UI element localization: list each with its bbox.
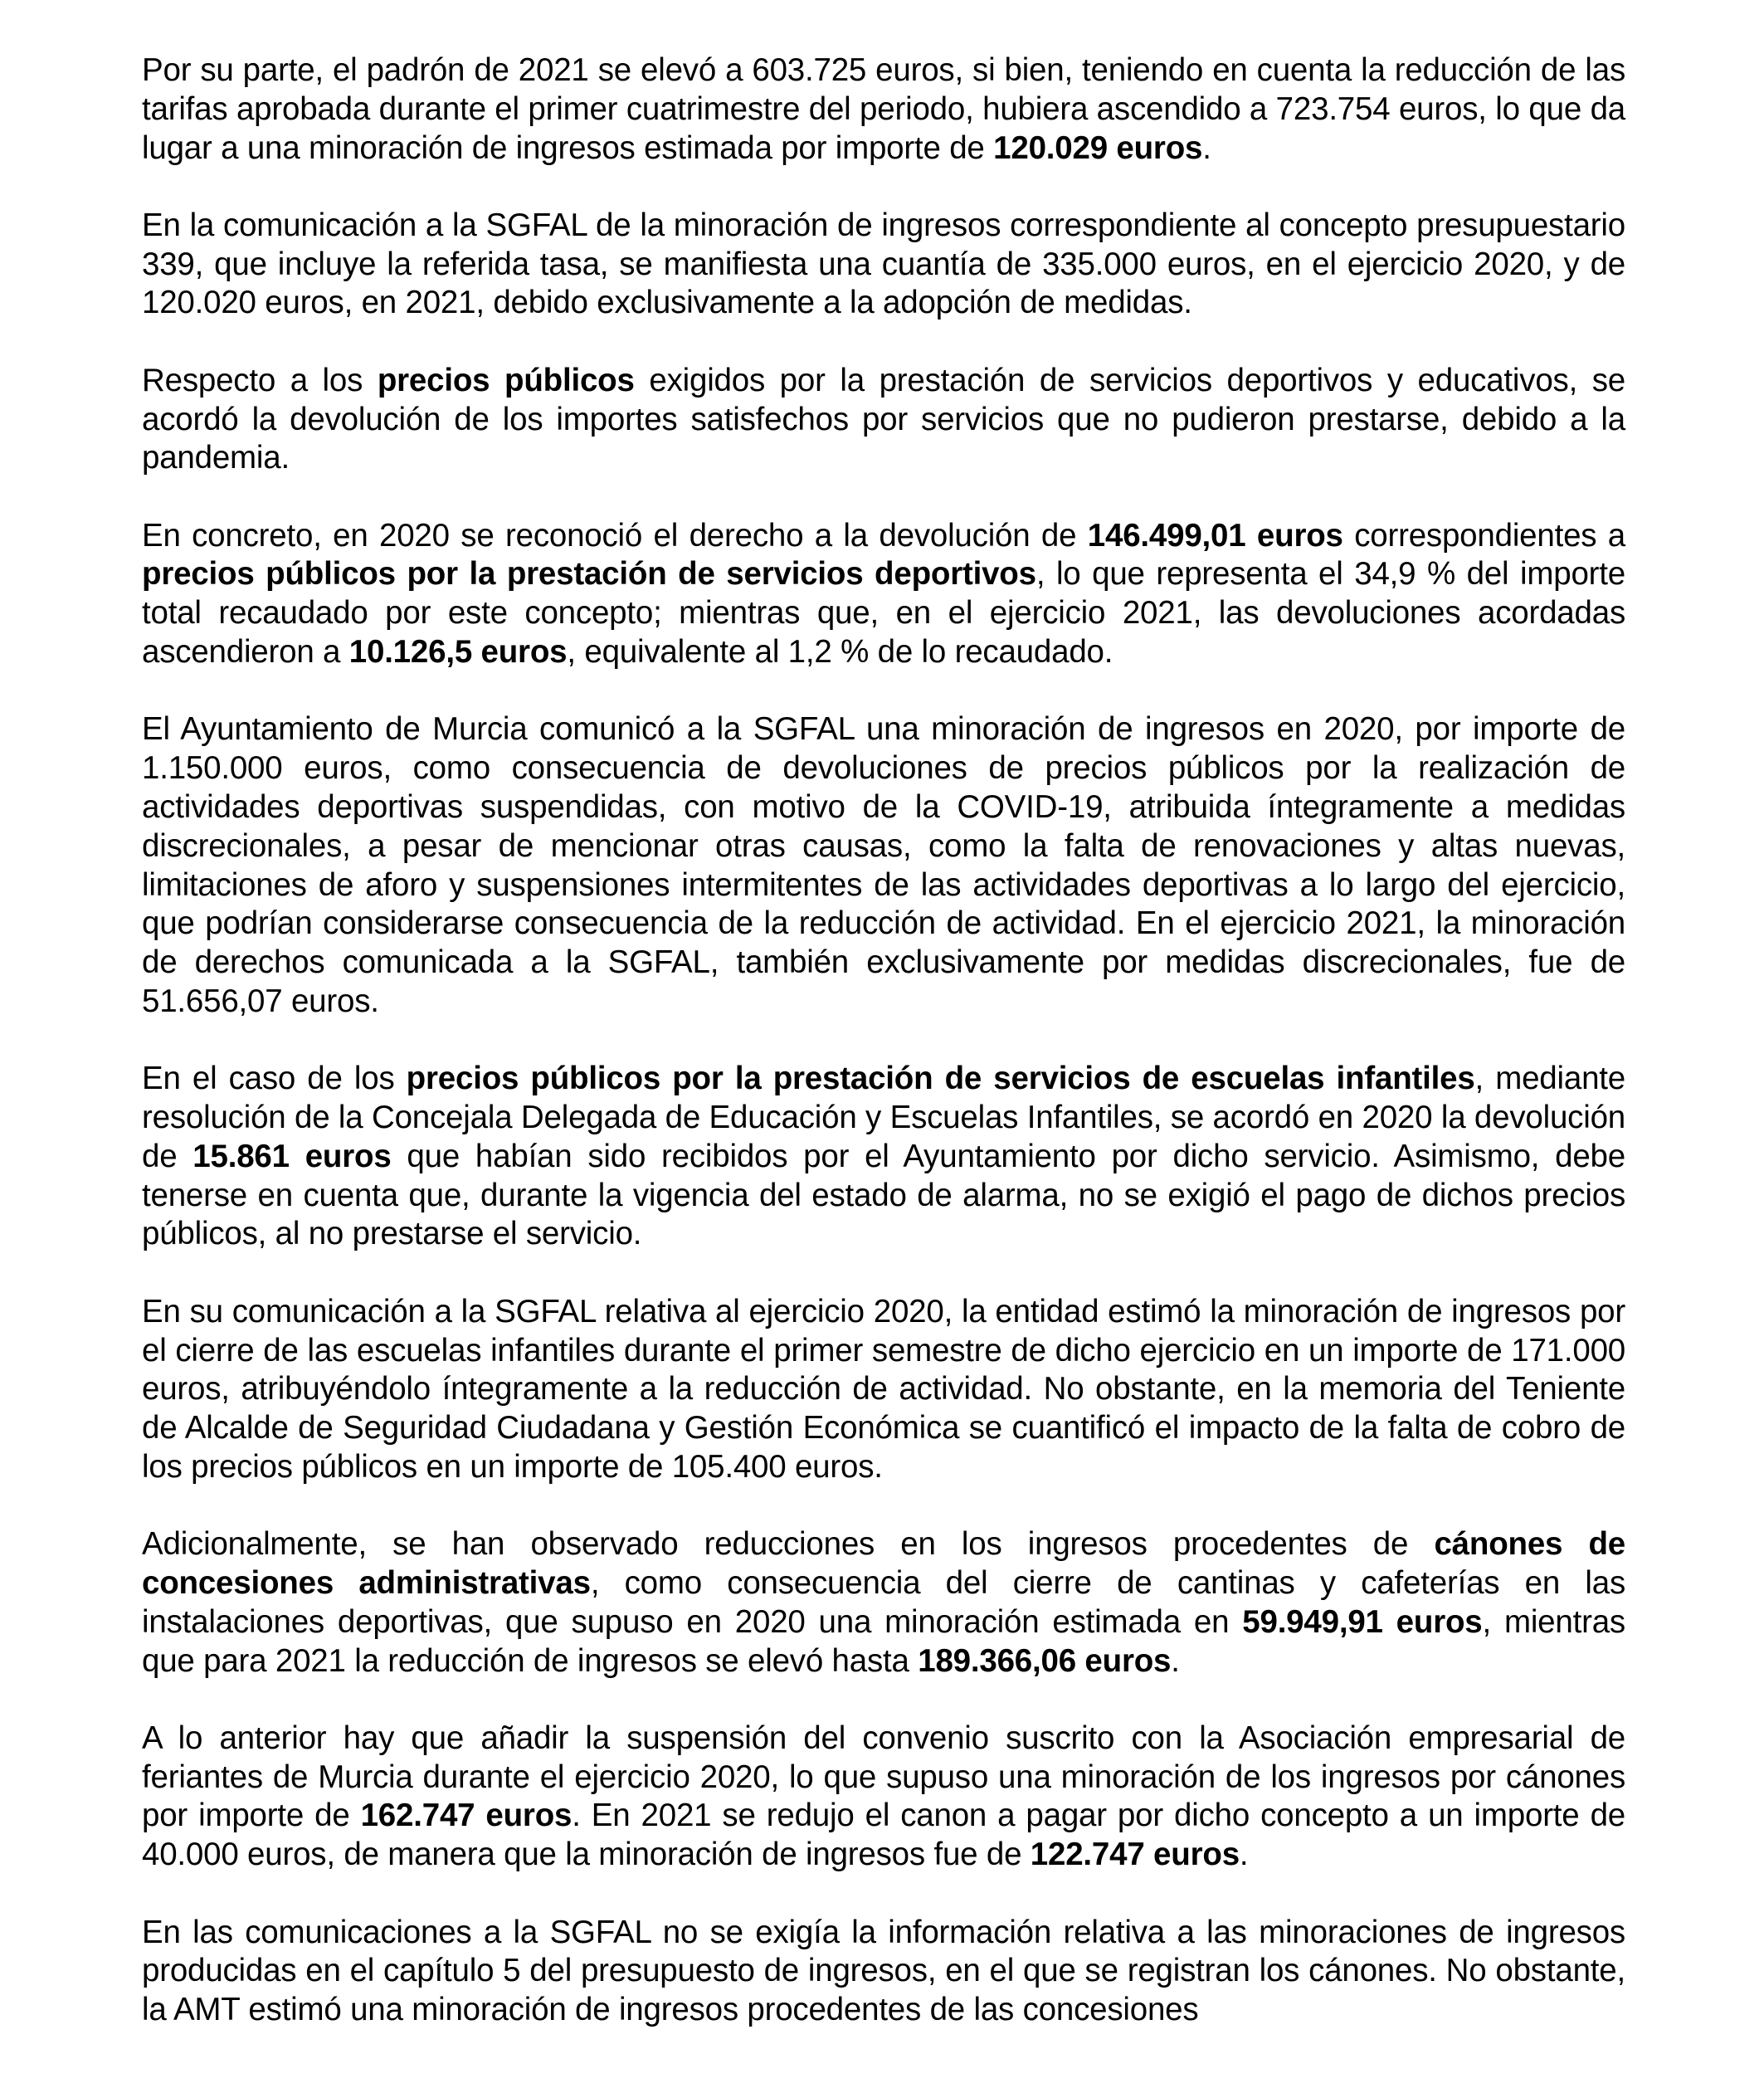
bold-term: precios públicos por la prestación de servicios de escuelas infantiles [406, 1061, 1475, 1097]
bold-amount: 146.499,01 euros [1087, 517, 1343, 554]
paragraph-comunicaciones-capitulo-5 [142, 1914, 1625, 2030]
text-segment: . [1239, 1837, 1249, 1873]
bold-amount: 122.747 euros [1030, 1837, 1240, 1873]
bold-amount: 15.861 euros [192, 1138, 392, 1174]
bold-amount: 10.126,5 euros [348, 634, 568, 671]
paragraph-feriantes [142, 1720, 1625, 1875]
paragraph-devolucion-deportivos [142, 517, 1625, 672]
text-segment: , equivalente al 1,2 % de lo recaudado. [567, 634, 1113, 671]
paragraph-padron-2021 [142, 51, 1625, 168]
text-segment: En su comunicación a la SGFAL relativa al ejercicio 2020, la entidad estimó la minoración de ingresos por el cierre de las escuelas infantiles durante el primer semestre de dicho ejercicio en un importe de 171.000 euros, atribuyéndolo íntegramente a la reducción de actividad. No obstante, en la memoria del Teniente de Alcalde de Seguridad Ciudadana y Gestión Económica se cuantificó el impacto de la falta de cobro de los precios públicos en un importe de 105.400 euros. [142, 1293, 1625, 1485]
bold-amount: 59.949,91 euros [1242, 1603, 1483, 1640]
text-segment: , mediante resolución de la Concejala Delegada de Educación y Escuelas Infantiles, se acordó en 2020 la devolución de [142, 1061, 1625, 1174]
text-segment: Respecto a los [142, 362, 378, 398]
text-segment: que habían sido recibidos por el Ayuntamiento por dicho servicio. Asimismo, debe tenerse en cuenta que, durante la vigencia del estado de alarma, no se exigió el pago de dichos precios públicos, al no prestarse el servicio. [142, 1138, 1625, 1252]
paragraph-precios-publicos [142, 362, 1625, 478]
paragraph-ayuntamiento-murcia [142, 710, 1625, 1021]
text-segment: Por su parte, el padrón de 2021 se elevó a 603.725 euros, si bien, teniendo en cuenta la reducción de las tarifas aprobada durante el primer cuatrimestre del periodo, hubiera ascendido a 723.754 euros, lo que da lugar a una minoración de ingresos estimada por importe de [142, 52, 1625, 166]
bold-term: precios públicos [377, 362, 635, 398]
text-segment: En la comunicación a la SGFAL de la minoración de ingresos correspondiente al concepto presupuestario 339, que incluye la referida tasa, se manifiesta una cuantía de 335.000 euros, en el ejercicio 2020, y de 120.020 euros, en 2021, debido exclusivamente a la adopción de medidas. [142, 207, 1625, 321]
text-segment: , lo que representa el 34,9 % del importe total recaudado por este concepto; mientras que, en el ejercicio 2021, las devoluciones acordadas ascendieron a [142, 556, 1625, 671]
bold-amount: 162.747 euros [360, 1798, 573, 1834]
text-segment: Adicionalmente, se han observado reducciones en los ingresos procedentes de [142, 1526, 1435, 1563]
text-segment: . [1202, 129, 1211, 166]
text-segment: correspondientes a [1342, 517, 1626, 554]
bold-amount: 189.366,06 euros [918, 1642, 1172, 1679]
text-segment: exigidos por la prestación de servicios deportivos y educativos, se acordó la devolución de los importes satisfechos por servicios que no pudieron prestarse, debido a la pandemia. [142, 362, 1625, 476]
text-segment: En el caso de los [142, 1061, 407, 1097]
text-segment: En las comunicaciones a la SGFAL no se exigía la información relativa a las minoraciones de ingresos producidas en el capítulo 5 del presupuesto de ingresos, en el que se registran los cánones. No obstante, la AMT estimó una minoración de ingresos procedentes de las concesiones [142, 1914, 1625, 2028]
text-segment: , mientras que para 2021 la reducción de ingresos se elevó hasta [142, 1603, 1625, 1679]
text-segment: A lo anterior hay que añadir la suspensión del convenio suscrito con la Asociación empresarial de feriantes de Murcia durante el ejercicio 2020, lo que supuso una minoración de los ingresos por cánones por importe de [142, 1720, 1625, 1834]
text-segment: , como consecuencia del cierre de cantinas y cafeterías en las instalaciones deportivas, que supuso en 2020 una minoración estimada en [142, 1565, 1625, 1640]
text-segment: . En 2021 se redujo el canon a pagar por dicho concepto a un importe de 40.000 euros, de manera que la minoración de ingresos fue de [142, 1798, 1625, 1873]
paragraph-comunicacion-2020 [142, 1293, 1625, 1487]
paragraph-comunicacion-sgfal-339 [142, 207, 1625, 323]
bold-amount: 120.029 euros [993, 129, 1203, 166]
bold-term: cánones de concesiones administrativas [142, 1526, 1625, 1601]
paragraph-escuelas-infantiles [142, 1060, 1625, 1254]
text-segment: En concreto, en 2020 se reconoció el derecho a la devolución de [142, 517, 1088, 554]
text-segment: El Ayuntamiento de Murcia comunicó a la SGFAL una minoración de ingresos en 2020, por importe de 1.150.000 euros, como consecuencia de devoluciones de precios públicos por la realización de actividades deportivas suspendidas, con motivo de la COVID-19, atribuida íntegramente a medidas discrecionales, a pesar de mencionar otras causas, como la falta de renovaciones y altas nuevas, limitaciones de aforo y suspensiones intermitentes de las actividades deportivas a lo largo del ejercicio, que podrían considerarse consecuencia de la reducción de actividad. En el ejercicio 2021, la minoración de derechos comunicada a la SGFAL, también exclusivamente por medidas discrecionales, fue de 51.656,07 euros. [142, 711, 1625, 1019]
bold-term: precios públicos por la prestación de servicios deportivos [142, 556, 1036, 593]
paragraph-canones-concesiones [142, 1525, 1625, 1681]
text-segment: . [1171, 1642, 1180, 1679]
document-page [142, 51, 1625, 2030]
